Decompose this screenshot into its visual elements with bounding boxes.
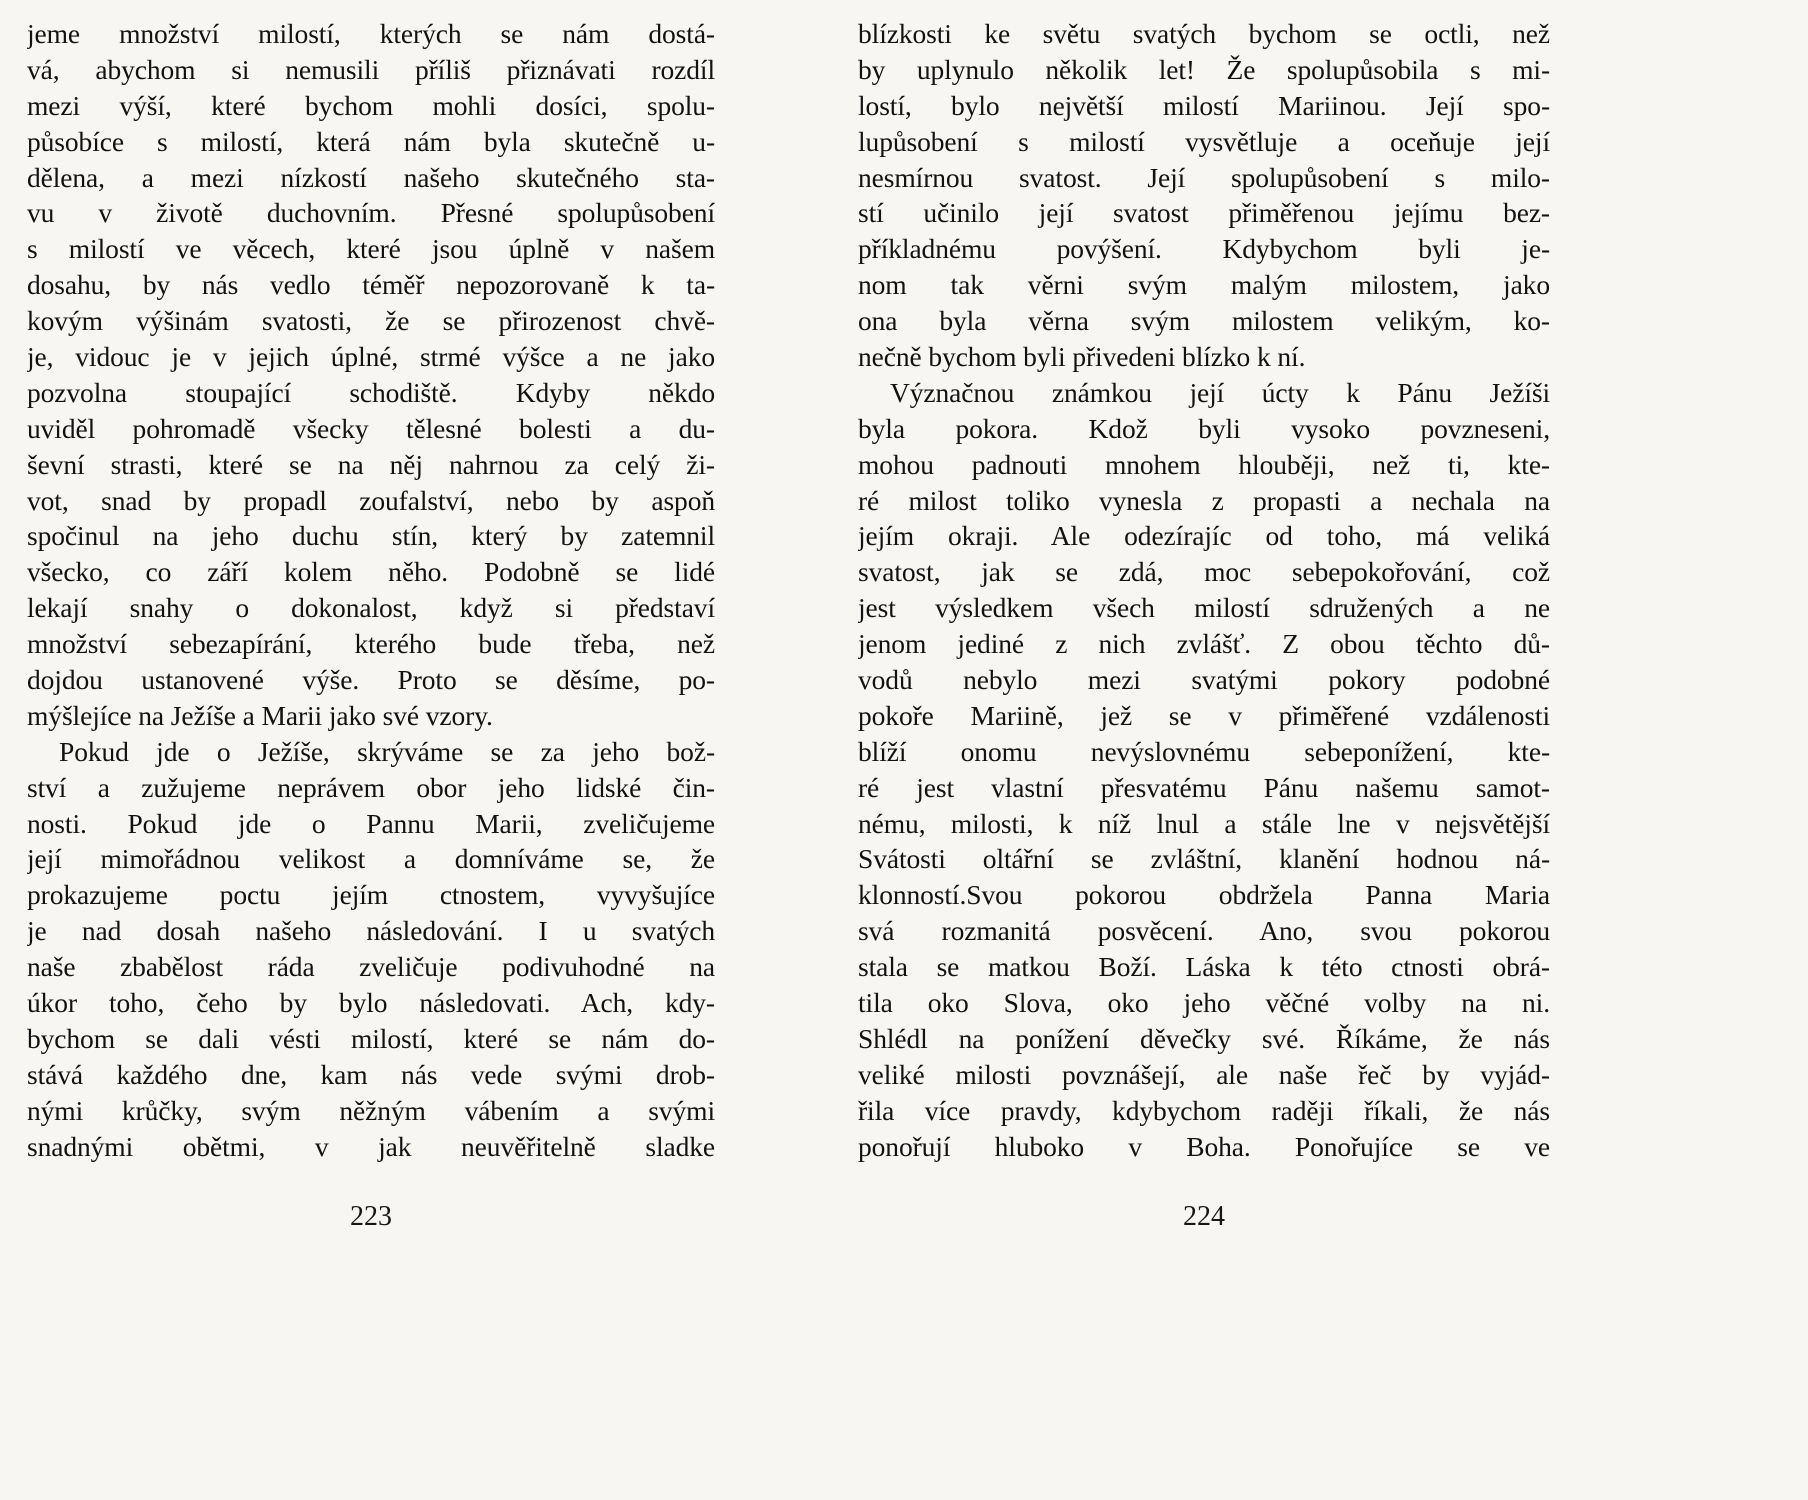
text-line: Shlédl na ponížení děvečky své. Říkáme, že nás bbox=[858, 1022, 1550, 1054]
text-line: pozvolna stoupající schodiště. Kdyby někdo bbox=[27, 376, 715, 408]
text-line: ré jest vlastní přesvatému Pánu našemu samot- bbox=[858, 771, 1550, 803]
text-line: jest výsledkem všech milostí sdružených a ne bbox=[858, 592, 1550, 624]
text-line: svá rozmanitá posvěcení. Ano, svou pokorou bbox=[858, 915, 1550, 947]
right-page-text-block bbox=[858, 16, 1550, 1165]
text-line: nosti. Pokud jde o Pannu Marii, zveličujeme bbox=[27, 807, 715, 839]
text-line: nému, milosti, k níž lnul a stále lne v nejsvětější bbox=[858, 807, 1550, 839]
text-line: stává každého dne, kam nás vede svými drob- bbox=[27, 1058, 715, 1090]
text-line: jeme množství milostí, kterých se nám dostá- bbox=[27, 18, 715, 49]
text-line: nečně bychom byli přivedeni blízko k ní. bbox=[858, 341, 1306, 373]
text-line: pokoře Mariině, jež se v přiměřené vzdálenosti bbox=[858, 699, 1550, 731]
text-line: nom tak věrni svým malým milostem, jako bbox=[858, 269, 1550, 301]
text-line: mohou padnouti mnohem hlouběji, než ti, kte- bbox=[858, 448, 1550, 480]
text-line: všecko, co září kolem něho. Podobně se lidé bbox=[27, 556, 715, 588]
text-line: Svátosti oltářní se zvláštní, klanění hodnou ná- bbox=[858, 843, 1550, 875]
text-line: veliké milosti povznášejí, ale naše řeč by vyjád- bbox=[858, 1058, 1550, 1090]
text-line: Pokud jde o Ježíše, skrýváme se za jeho bož- bbox=[59, 735, 715, 767]
text-line: dělena, a mezi nízkostí našeho skutečného sta- bbox=[27, 161, 715, 193]
text-line: úkor toho, čeho by bylo následovati. Ach, kdy- bbox=[27, 987, 715, 1019]
text-line: Význačnou známkou její úcty k Pánu Ježíši bbox=[890, 376, 1550, 408]
text-line: vá, abychom si nemusili příliš přiznávati rozdíl bbox=[27, 53, 715, 85]
text-line: uviděl pohromadě všecky tělesné bolesti a du- bbox=[27, 412, 715, 444]
text-line: klonností.Svou pokorou obdržela Panna Maria bbox=[858, 879, 1550, 911]
text-line: lekají snahy o dokonalost, když si představí bbox=[27, 592, 715, 624]
text-line: blíží onomu nevýslovnému sebeponížení, kte- bbox=[858, 735, 1550, 767]
text-line: působíce s milostí, která nám byla skutečně u- bbox=[27, 125, 715, 157]
text-line: dojdou ustanovené výše. Proto se děsíme, po- bbox=[27, 664, 715, 696]
text-line: snadnými obětmi, v jak neuvěřitelně sladke bbox=[27, 1130, 715, 1162]
text-line: příkladnému povýšení. Kdybychom byli je- bbox=[858, 233, 1550, 265]
text-line: ré milost toliko vynesla z propasti a nechala na bbox=[858, 484, 1550, 516]
text-line: tila oko Slova, oko jeho věčné volby na ni. bbox=[858, 987, 1550, 1019]
text-line: jenom jediné z nich zvlášť. Z obou těchto dů- bbox=[858, 628, 1550, 660]
left-page-text-block bbox=[27, 16, 715, 1165]
text-line: vot, snad by propadl zoufalství, nebo by aspoň bbox=[27, 484, 715, 516]
text-line: ství a zužujeme neprávem obor jeho lidské čin- bbox=[27, 771, 715, 803]
text-line: svatost, jak se zdá, moc sebepokořování, což bbox=[858, 556, 1550, 588]
text-line: vu v životě duchovním. Přesné spolupůsobení bbox=[27, 197, 715, 229]
text-line: její mimořádnou velikost a domníváme se, že bbox=[27, 843, 715, 875]
text-line: by uplynulo několik let! Že spolupůsobila s mi- bbox=[858, 53, 1550, 85]
text-line: je nad dosah našeho následování. I u svatých bbox=[27, 915, 715, 947]
text-line: stala se matkou Boží. Láska k této ctnosti obrá- bbox=[858, 951, 1550, 983]
text-line: lupůsobení s milostí vysvětluje a oceňuje její bbox=[858, 125, 1550, 157]
text-line: mezi výší, které bychom mohli dosíci, spolu- bbox=[27, 89, 715, 121]
text-line: řila více pravdy, kdybychom raději říkali, že nás bbox=[858, 1094, 1550, 1126]
text-line: množství sebezapírání, kterého bude třeba, než bbox=[27, 628, 715, 660]
text-line: mýšlejíce na Ježíše a Marii jako své vzory. bbox=[27, 699, 493, 731]
right-page-number: 224 bbox=[1183, 1201, 1225, 1232]
text-line: prokazujeme poctu jejím ctnostem, vyvyšujíce bbox=[27, 879, 715, 911]
text-line: ponořují hluboko v Boha. Ponořujíce se ve bbox=[858, 1130, 1550, 1162]
text-line: ona byla věrna svým milostem velikým, ko- bbox=[858, 305, 1550, 337]
text-line: naše zbabělost ráda zveličuje podivuhodné na bbox=[27, 951, 715, 983]
text-line: bychom se dali vésti milostí, které se nám do- bbox=[27, 1022, 715, 1054]
text-line: dosahu, by nás vedlo téměř nepozorovaně k ta- bbox=[27, 269, 715, 301]
text-line: nými krůčky, svým něžným vábením a svými bbox=[27, 1094, 715, 1126]
text-line: s milostí ve věcech, které jsou úplně v našem bbox=[27, 233, 715, 265]
text-line: ševní strasti, které se na něj nahrnou za celý ži- bbox=[27, 448, 715, 480]
text-line: nesmírnou svatost. Její spolupůsobení s milo- bbox=[858, 161, 1550, 193]
text-line: stí učinilo její svatost přiměřenou jejímu bez- bbox=[858, 197, 1550, 229]
text-line: spočinul na jeho duchu stín, který by zatemnil bbox=[27, 520, 715, 552]
text-line: kovým výšinám svatosti, že se přirozenost chvě- bbox=[27, 305, 715, 337]
text-line: byla pokora. Kdož byli vysoko povzneseni, bbox=[858, 412, 1550, 444]
text-line: jejím okraji. Ale odezírajíc od toho, má veliká bbox=[858, 520, 1550, 552]
text-line: je, vidouc je v jejich úplné, strmé výšce a ne jako bbox=[27, 341, 715, 373]
text-line: lostí, bylo největší milostí Mariinou. Její spo- bbox=[858, 89, 1550, 121]
left-page-number: 223 bbox=[350, 1201, 392, 1232]
text-line: blízkosti ke světu svatých bychom se octli, než bbox=[858, 18, 1550, 49]
text-line: vodů nebylo mezi svatými pokory podobné bbox=[858, 664, 1550, 696]
